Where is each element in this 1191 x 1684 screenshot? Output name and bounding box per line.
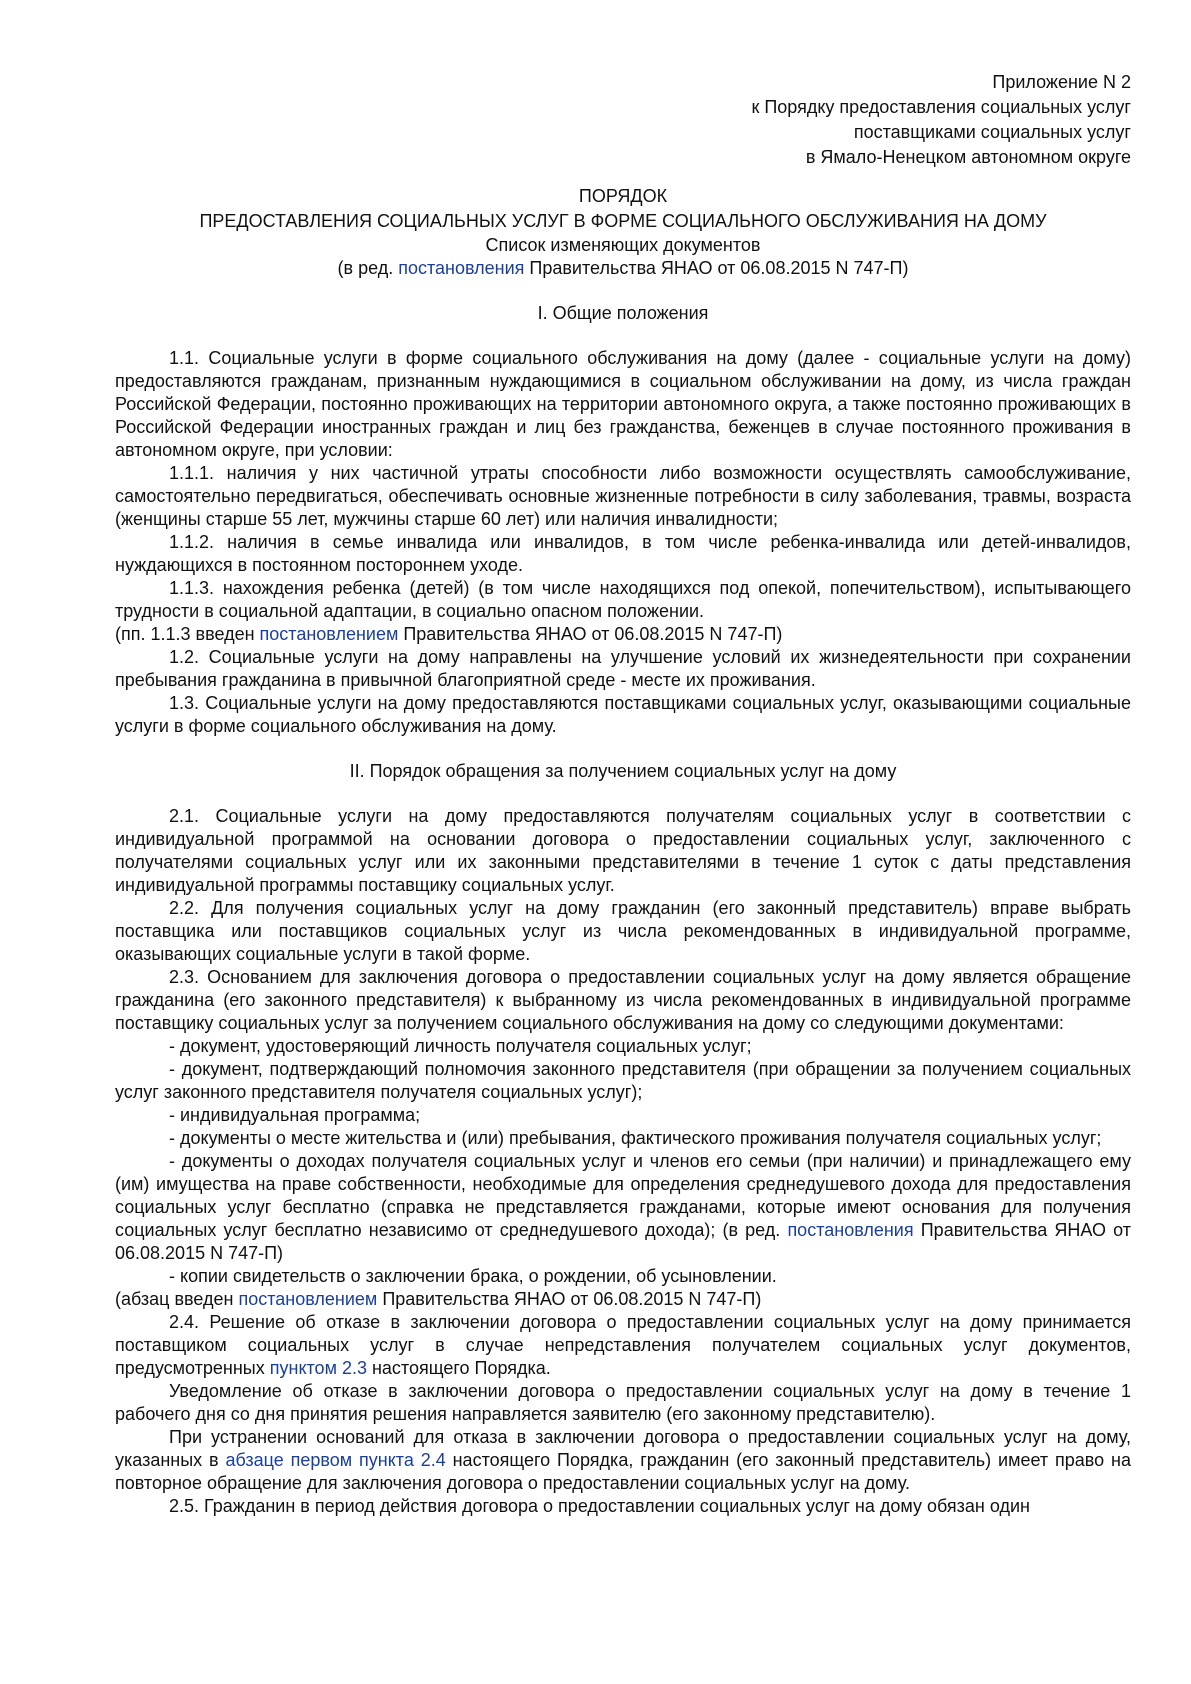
changes-caption: Список изменяющих документов — [485, 235, 761, 255]
section-heading: II. Порядок обращения за получением социальных услуг на дому — [349, 761, 897, 781]
list-item-text: - документы о доходах получателя социальных услуг и членов его семьи (при наличии) и принадлежащего ему (им) имущества на праве собственности, необходимые для определения среднедушевого дохода для предоставления социальных услуг бесплатно (справка не представляется гражданами, которые имеют основания для получения социальных услуг бесплатно независимо от среднедушевого дохода); (в ред. — [115, 1151, 1131, 1240]
edition-text: Правительства ЯНАО от 06.08.2015 N 747-П) — [524, 258, 909, 278]
note-text: (пп. 1.1.3 введен — [115, 624, 260, 644]
list-item: - документ, подтверждающий полномочия законного представителя (при обращении за получением социальных услуг законного представителя получателя социальных услуг); — [115, 1059, 1131, 1102]
note-text: (абзац введен — [115, 1289, 239, 1309]
note-text: Правительства ЯНАО от 06.08.2015 N 747-П) — [398, 624, 783, 644]
note-text: Правительства ЯНАО от 06.08.2015 N 747-П) — [377, 1289, 762, 1309]
paragraph: 1.1. Социальные услуги в форме социального обслуживания на дому (далее - социальные услуги на дому) предоставляются гражданам, признанным нуждающимися в социальном обслуживании на дому, из числа граждан Российской Федерации, постоянно проживающих на территории автономного округа, а также постоянно проживающих в Российской Федерации иностранных граждан и лиц без гражданства, беженцев в случае постоянного проживания в автономном округе, при условии: — [115, 348, 1131, 460]
note-link[interactable]: постановлением — [259, 624, 399, 644]
paragraph: 2.2. Для получения социальных услуг на дому гражданин (его законный представитель) вправе выбрать поставщика или поставщиков социальных услуг из числа рекомендованных в индивидуальной программе, оказывающих социальные услуги в такой форме. — [115, 898, 1131, 964]
paragraph: Уведомление об отказе в заключении договора о предоставлении социальных услуг на дому в течение 1 рабочего дня со дня принятия решения направляется заявителю (его законному представителю). — [115, 1381, 1131, 1424]
paragraph: 1.1.2. наличия в семье инвалида или инвалидов, в том числе ребенка-инвалида или детей-инвалидов, нуждающихся в постоянном постороннем уходе. — [115, 532, 1131, 575]
paragraph-text: При устранении оснований для отказа в заключении договора о предоставлении социальных услуг на дому, указанных в — [115, 1427, 1131, 1470]
paragraph-text: настоящего Порядка, гражданин (его законный представитель) имеет право на повторное обращение для заключения договора о предоставлении социальных услуг на дому. — [115, 1450, 1131, 1493]
list-item: - документы о месте жительства и (или) пребывания, фактического проживания получателя социальных услуг; — [169, 1128, 1102, 1148]
title-line: ПРЕДОСТАВЛЕНИЯ СОЦИАЛЬНЫХ УСЛУГ В ФОРМЕ СОЦИАЛЬНОГО ОБСЛУЖИВАНИЯ НА ДОМУ — [199, 211, 1047, 231]
paragraph: 1.2. Социальные услуги на дому направлены на улучшение условий их жизнедеятельности при сохранении пребывания гражданина в привычной благоприятной среде - месте их проживания. — [115, 647, 1131, 690]
clause-link[interactable]: пунктом 2.3 — [269, 1358, 367, 1378]
list-item: - индивидуальная программа; — [169, 1105, 421, 1125]
appendix-line: поставщиками социальных услуг — [853, 122, 1131, 142]
edition-note — [115, 257, 1131, 280]
section-heading: I. Общие положения — [537, 303, 709, 323]
paragraph: 1.1.1. наличия у них частичной утраты способности либо возможности осуществлять самообслуживание, самостоятельно передвигаться, обеспечивать основные жизненные потребности в силу заболевания, травмы, возраста (женщины старше 55 лет, мужчины старше 60 лет) или наличия инвалидности; — [115, 463, 1131, 529]
note-link[interactable]: постановлением — [238, 1289, 378, 1309]
title-line: ПОРЯДОК — [578, 186, 668, 206]
paragraph: 2.3. Основанием для заключения договора о предоставлении социальных услуг на дому является обращение гражданина (его законного представителя) к выбранному из числа рекомендованных в индивидуальной программе поставщику социальных услуг за получением социального обслуживания на дому со следующими документами: — [115, 967, 1131, 1033]
paragraph: 2.5. Гражданин в период действия договора о предоставлении социальных услуг на дому обязан один — [169, 1496, 1030, 1516]
edition-link[interactable]: постановления — [398, 258, 525, 278]
appendix-line: к Порядку предоставления социальных услуг — [751, 97, 1131, 117]
paragraph-text: настоящего Порядка. — [366, 1358, 551, 1378]
paragraph: 2.1. Социальные услуги на дому предоставляются получателям социальных услуг в соответствии с индивидуальной программой на основании договора о предоставлении социальных услуг, заключенного с получателями социальных услуг или их законными представителями в течение 1 суток с даты представления индивидуальной программы поставщику социальных услуг. — [115, 806, 1131, 895]
edition-text: (в ред. — [337, 258, 399, 278]
amendment-note — [115, 623, 1131, 646]
paragraph — [115, 1311, 1131, 1380]
clause-link[interactable]: абзаце первом пункта 2.4 — [225, 1450, 446, 1470]
paragraph: 1.1.3. нахождения ребенка (детей) (в том числе находящихся под опекой, попечительством), испытывающего трудности в социальной адаптации, в социально опасном положении. — [115, 578, 1131, 621]
list-item: - документ, удостоверяющий личность получателя социальных услуг; — [169, 1036, 752, 1056]
amendment-note — [115, 1288, 1131, 1311]
paragraph: 1.3. Социальные услуги на дому предоставляются поставщиками социальных услуг, оказывающими социальные услуги в форме социального обслуживания на дому. — [115, 693, 1131, 736]
document-title — [115, 184, 1131, 280]
list-item — [115, 1150, 1131, 1265]
list-item: - копии свидетельств о заключении брака, о рождении, об усыновлении. — [169, 1266, 777, 1286]
paragraph — [115, 1426, 1131, 1495]
appendix-header — [115, 70, 1131, 170]
appendix-line: в Ямало-Ненецком автономном округе — [805, 147, 1131, 167]
list-item-text: Правительства ЯНАО от 06.08.2015 N 747-П) — [115, 1220, 1132, 1263]
edition-link[interactable]: постановления — [787, 1220, 914, 1240]
paragraph-text: 2.4. Решение об отказе в заключении договора о предоставлении социальных услуг на дому принимается поставщиком социальных услуг в случае непредставления получателем социальных услуг документов, предусмотренных — [115, 1312, 1131, 1378]
appendix-number: Приложение N 2 — [992, 72, 1131, 92]
